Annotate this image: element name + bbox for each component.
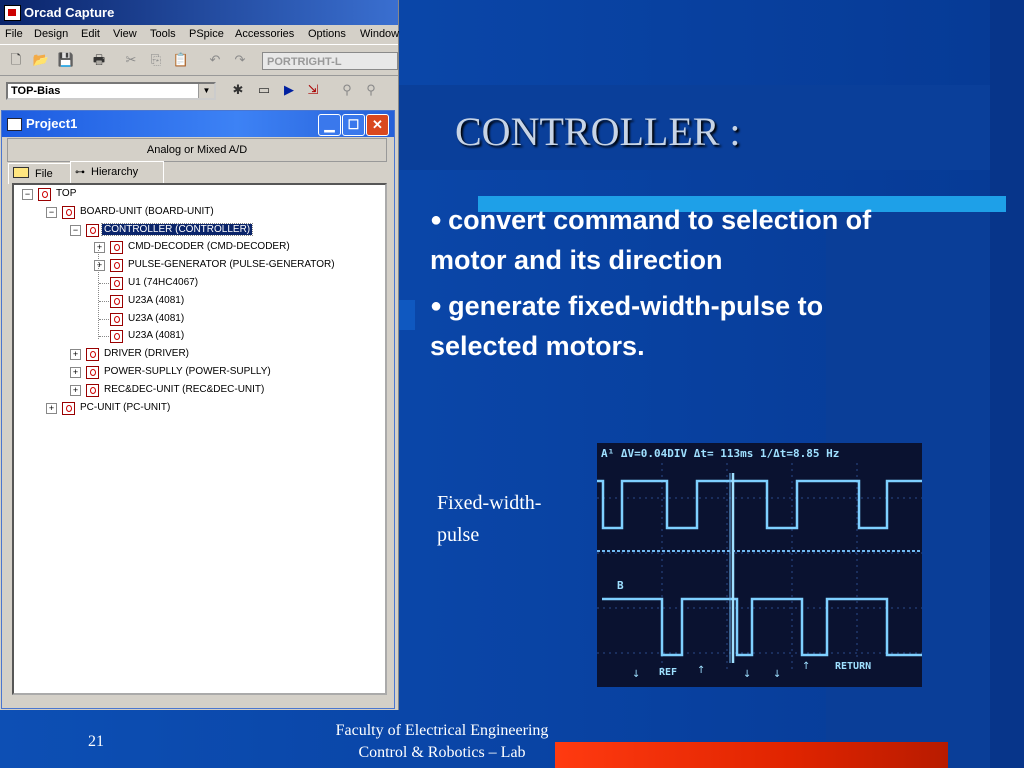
print-icon[interactable]: 🖶 [92,52,106,67]
redo-icon[interactable]: ↷ [234,52,246,67]
schematic-icon [86,224,99,237]
oscilloscope-image [597,443,922,687]
bullet-item [430,200,910,280]
tree-node[interactable] [102,223,252,237]
tree-node[interactable] [126,240,292,254]
page-number: 21 [88,733,104,750]
window-icon[interactable]: ▭ [257,82,271,97]
tree-node[interactable] [102,365,273,379]
footer-text [307,720,577,764]
slide-heading: CONTROLLER : [455,109,741,154]
collapse-icon[interactable]: − [70,225,81,236]
tab-file[interactable] [8,163,76,184]
tree-node-label: PC-UNIT (PC-UNIT) [80,401,171,413]
tree-node[interactable] [126,276,200,290]
schematic-icon [110,330,123,343]
tree-node[interactable] [126,312,186,326]
probe-icon[interactable]: ⚲ [342,82,352,97]
collapse-icon[interactable]: − [46,207,57,218]
minimize-button[interactable]: ▁ [318,114,341,136]
schematic-icon [62,402,75,415]
tab-hierarchy[interactable] [70,161,164,184]
down-arrow-icon: ↓ [743,669,752,680]
tab-file-label: File [35,168,53,180]
expand-icon[interactable]: + [70,367,81,378]
tree-node-label: CMD-DECODER (CMD-DECODER) [128,241,290,253]
orcad-app-icon[interactable] [4,5,21,21]
footer-red-bar [555,742,948,768]
app-titlebar[interactable] [0,0,398,25]
menu-edit[interactable]: Edit [81,28,100,40]
tree-node[interactable] [102,347,191,361]
tree-node[interactable] [126,294,186,308]
markers-icon[interactable]: ⚲ [366,82,376,97]
copy-icon[interactable]: ⎘ [150,52,162,67]
tree-node[interactable] [78,205,216,219]
tree-node-label: U23A (4081) [128,312,185,324]
collapse-icon[interactable]: − [22,189,33,200]
schematic-icon [110,313,123,326]
schematic-icon [86,348,99,361]
tree-node-label: U23A (4081) [128,330,185,342]
maximize-button[interactable]: ☐ [342,114,365,136]
decor-band [990,0,1024,768]
new-file-icon[interactable]: 🗋 [10,52,22,67]
scope-ref-label: REF [659,667,678,678]
expand-icon[interactable]: + [94,242,105,253]
tree-node-label: U1 (74HC4067) [128,277,199,288]
close-button[interactable]: ✕ [366,114,389,136]
down-arrow-icon: ↓ [632,669,641,680]
schematic-icon [38,188,51,201]
expand-icon[interactable]: + [70,349,81,360]
tree-node-label: POWER-SUPLLY (POWER-SUPLLY) [104,366,271,377]
scope-return-label: RETURN [835,661,872,672]
menu-bar [0,25,398,44]
paste-icon[interactable]: 📋 [172,52,190,67]
project-title: Project1 [26,116,78,131]
bullet-item [430,286,910,366]
tree-connector [98,250,99,339]
menu-tools[interactable]: Tools [150,28,176,40]
tree-node-label: BOARD-UNIT (BOARD-UNIT) [80,205,214,217]
tree-node-label: U23A (4081) [128,294,185,306]
oscilloscope-trace [597,443,922,687]
undo-icon[interactable]: ↶ [209,52,221,67]
chevron-down-icon[interactable]: ▼ [198,84,214,98]
tree-node[interactable] [126,329,186,343]
folder-icon [13,167,29,178]
menu-file[interactable]: File [5,28,23,40]
project-titlebar[interactable] [2,111,394,137]
tab-hierarchy-label: Hierarchy [91,166,139,178]
run-simulation-icon[interactable]: ▶ [284,82,294,97]
scope-readout: A¹ ΔV=0.04DIV Δt= 113ms 1/Δt=8.85 Hz [601,447,840,460]
bullet-icon: ● [430,209,443,231]
project-manager-window [1,110,395,709]
project-icon [7,118,22,131]
up-arrow-icon: ↑ [697,665,706,676]
menu-accessories[interactable]: Accessories [235,28,295,40]
schematic-selector-value: TOP-Bias [11,85,61,97]
orcad-window [0,0,399,710]
down-arrow-icon: ↓ [773,669,782,680]
menu-window[interactable]: Window [360,28,400,40]
menu-options[interactable]: Options [308,28,346,40]
schematic-selector[interactable] [6,82,216,100]
tree-node[interactable] [102,383,266,397]
schematic-icon [110,259,123,272]
menu-design[interactable]: Design [34,28,69,40]
expand-icon[interactable]: + [94,260,105,271]
tree-node-label: DRIVER (DRIVER) [104,348,190,360]
bullet-text: convert command to selection of motor and its direction [430,205,872,275]
cut-icon[interactable]: ✂ [125,52,137,67]
analysis-mode: Analog or Mixed A/D [7,138,387,162]
expand-icon[interactable]: + [70,385,81,396]
hierarchy-icon: ⊶ [75,167,85,178]
footer-line-1: Faculty of Electrical Engineering [335,722,549,739]
schematic-icon [86,384,99,397]
tree-node-label: CONTROLLER (CONTROLLER) [104,223,251,235]
up-arrow-icon: ↑ [802,661,811,672]
menu-pspice[interactable]: PSpice [189,28,224,40]
tree-node-label: PULSE-GENERATOR (PULSE-GENERATOR) [128,259,335,271]
tree-node-label: TOP [56,188,77,199]
part-name-field[interactable]: PORTRIGHT-L [262,52,398,70]
scope-caption: Fixed-width-pulse [437,492,542,546]
save-icon[interactable]: 💾 [57,52,75,67]
menu-view[interactable]: View [113,28,137,40]
expand-icon[interactable]: + [46,403,57,414]
bullet-text: generate fixed-width-pulse to selected motors. [430,291,824,361]
tree-node[interactable] [78,401,172,415]
schematic-icon [86,366,99,379]
footer-line-2: Control & Robotics – Lab [358,744,526,761]
hierarchy-tree [12,183,387,695]
open-folder-icon[interactable]: 📂 [32,52,50,67]
scope-channel-b: B [617,579,624,592]
bullet-icon: ● [430,295,443,317]
schematic-icon [110,277,123,290]
tree-node[interactable] [126,258,337,272]
tree-node[interactable] [54,187,78,201]
netlist-icon[interactable]: ⇲ [307,82,319,97]
schematic-icon [110,241,123,254]
tree-node-label: REC&DEC-UNIT (REC&DEC-UNIT) [104,383,265,395]
new-schematic-icon[interactable]: ✱ [232,82,244,97]
app-title: Orcad Capture [24,5,115,20]
bullet-list [430,200,910,372]
schematic-icon [110,295,123,308]
schematic-icon [62,206,75,219]
